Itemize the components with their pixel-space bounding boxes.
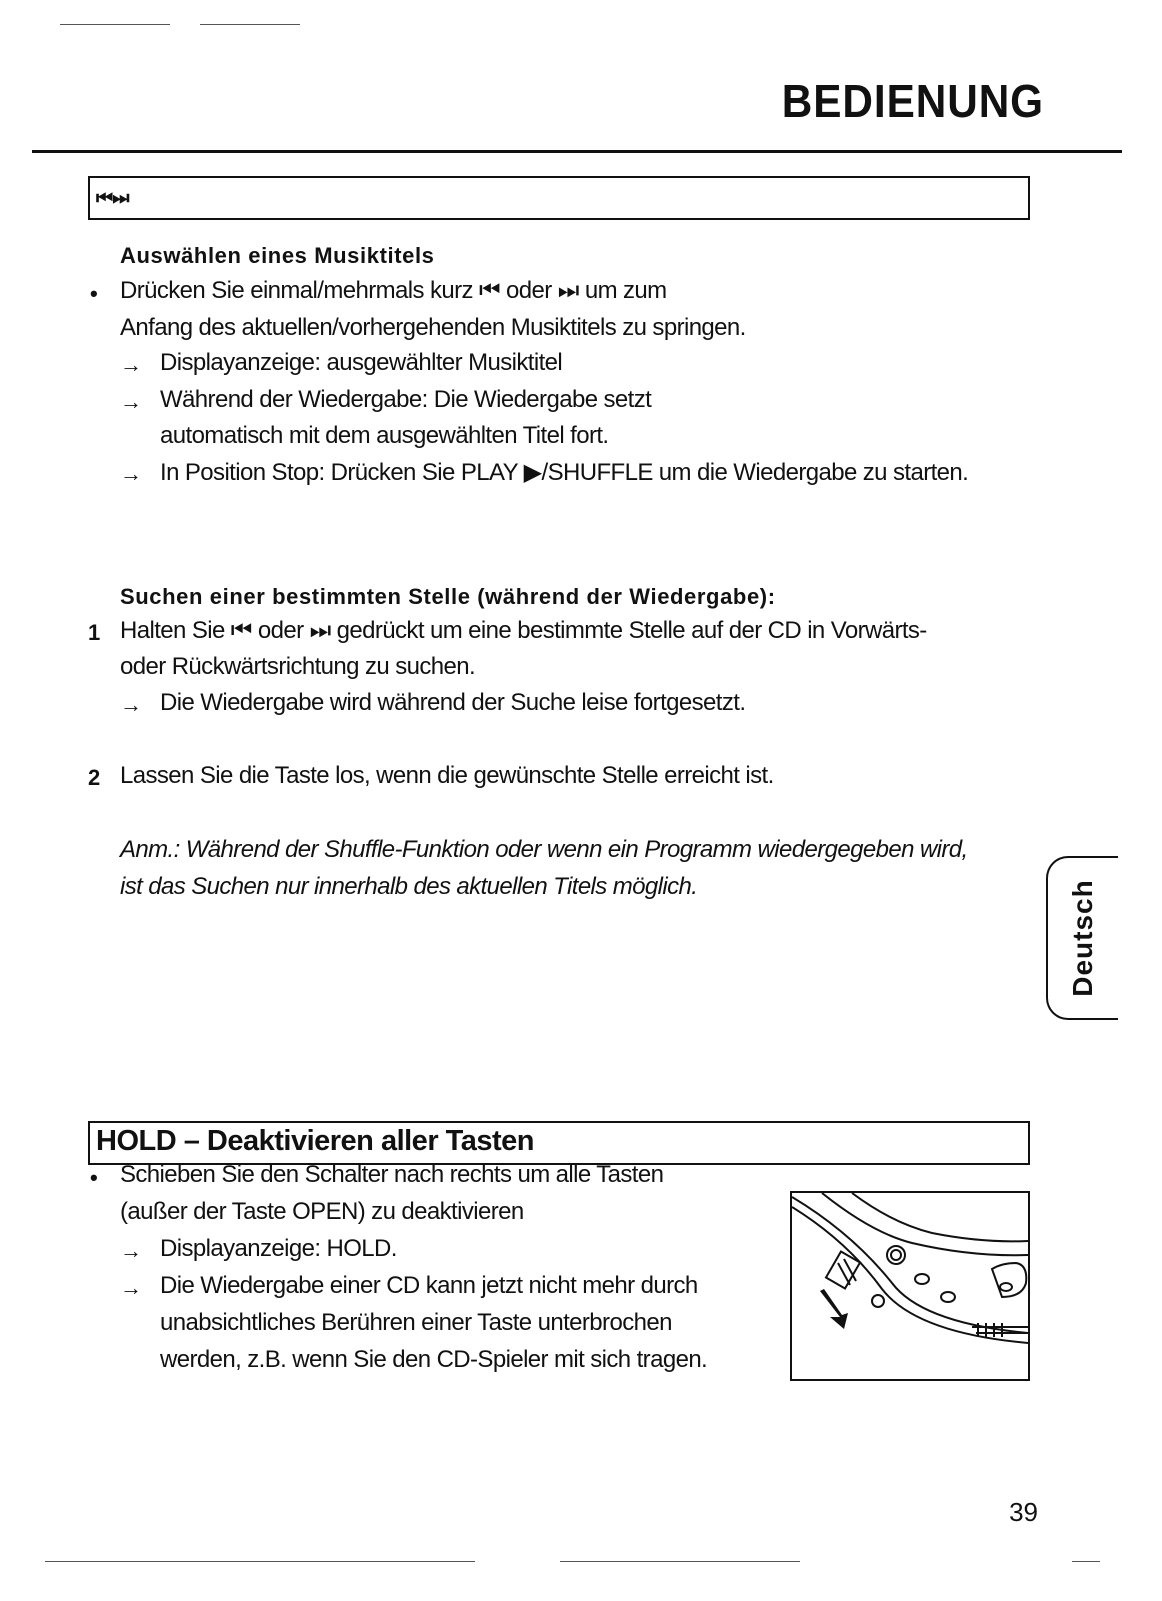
step-text: Halten Sie ⏮ oder ⏭ gedrückt um eine bestimmte Stelle auf der CD in Vorwärts- <box>120 617 927 644</box>
hold-section-title: HOLD – Deaktivieren aller Tasten <box>96 1125 534 1157</box>
result-text: Displayanzeige: ausgewählter Musiktitel <box>160 349 563 376</box>
arrow-icon: → <box>120 352 142 377</box>
note-text: Anm.: Während der Shuffle-Funktion oder wenn ein Programm wiedergegeben wird, <box>120 836 968 863</box>
section-heading-select-track: Auswählen eines Musiktitels <box>120 243 435 268</box>
result-text: Displayanzeige: HOLD. <box>160 1235 397 1262</box>
bullet-text-line: Drücken Sie einmal/mehrmals kurz ⏮ oder ⏭ um zum <box>120 277 667 304</box>
result-text: unabsichtliches Berühren einer Taste unterbrochen <box>160 1309 672 1336</box>
scan-mark <box>200 24 300 25</box>
bullet-text-line: (außer der Taste OPEN) zu deaktivieren <box>120 1198 524 1225</box>
arrow-icon: → <box>120 1275 142 1300</box>
bullet-marker: • <box>90 281 98 306</box>
scan-mark <box>560 1561 800 1562</box>
bullet-text-line: Anfang des aktuellen/vorhergehenden Musiktitels zu springen. <box>120 314 746 341</box>
section-heading-search: Suchen einer bestimmten Stelle (während der Wiedergabe): <box>120 584 776 609</box>
step-number: 1 <box>88 620 101 645</box>
bullet-text-line: Schieben Sie den Schalter nach rechts um alle Tasten <box>120 1161 664 1188</box>
bullet-marker: • <box>90 1165 98 1190</box>
result-text: Die Wiedergabe einer CD kann jetzt nicht mehr durch <box>160 1272 698 1299</box>
cd-player-drawing <box>792 1193 1028 1379</box>
page-title: BEDIENUNG <box>781 75 1044 127</box>
scan-mark <box>1072 1561 1100 1562</box>
scan-mark <box>45 1561 475 1562</box>
note-text: ist das Suchen nur innerhalb des aktuellen Titels möglich. <box>120 873 698 900</box>
skip-buttons-label: ⏮ ⏭ <box>96 188 127 209</box>
result-text: werden, z.B. wenn Sie den CD-Spieler mit sich tragen. <box>160 1346 708 1373</box>
result-text: Während der Wiedergabe: Die Wiedergabe setzt <box>160 386 652 413</box>
hold-switch-illustration <box>790 1191 1030 1381</box>
arrow-icon: → <box>120 461 142 486</box>
scan-mark <box>60 24 170 25</box>
arrow-icon: → <box>120 692 142 717</box>
hold-section-box <box>88 1121 1030 1165</box>
arrow-icon: → <box>120 1238 142 1263</box>
arrow-icon: → <box>120 389 142 414</box>
language-tab-label: Deutsch <box>1067 879 1098 997</box>
step-text: oder Rückwärtsrichtung zu suchen. <box>120 653 476 680</box>
result-text: Die Wiedergabe wird während der Suche leise fortgesetzt. <box>160 689 746 716</box>
page-number: 39 <box>1009 1497 1038 1527</box>
skip-section-box <box>88 176 1030 220</box>
result-text: In Position Stop: Drücken Sie PLAY ▶/SHUFFLE um die Wiedergabe zu starten. <box>160 459 969 486</box>
header-rule <box>32 150 1122 153</box>
step-number: 2 <box>88 765 101 790</box>
result-text: automatisch mit dem ausgewählten Titel fort. <box>160 422 609 449</box>
language-tab <box>1046 856 1118 1020</box>
step-text: Lassen Sie die Taste los, wenn die gewünschte Stelle erreicht ist. <box>120 762 774 789</box>
